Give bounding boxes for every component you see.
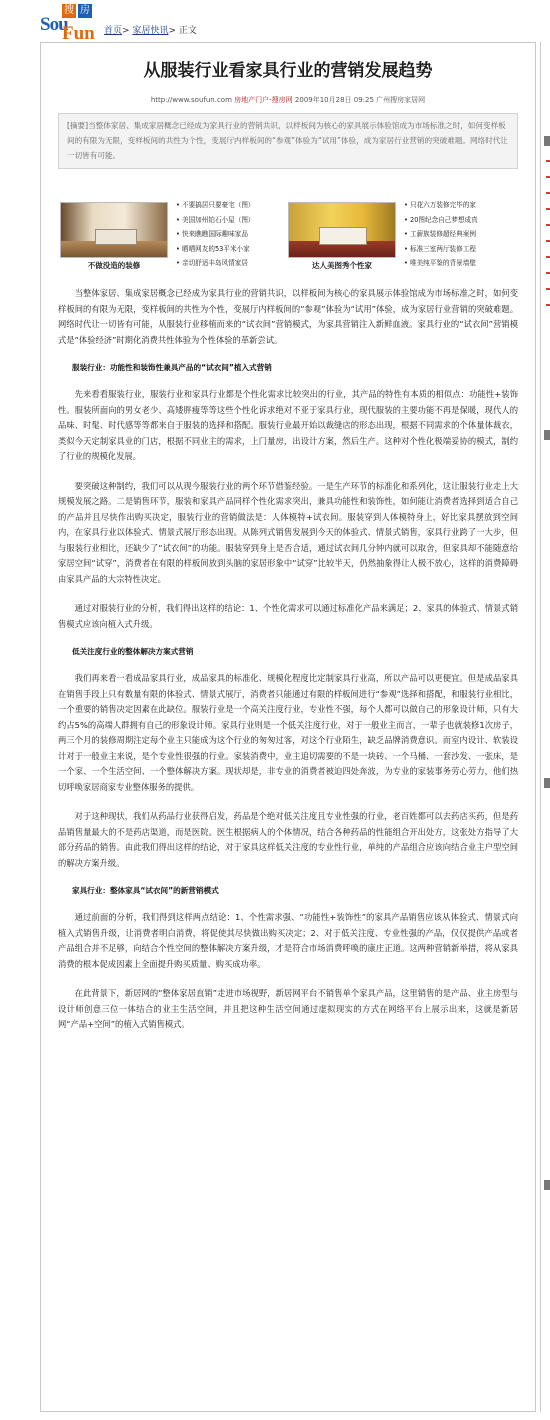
sidebar-bullet bbox=[546, 272, 550, 274]
sidebar-marker bbox=[544, 430, 550, 440]
sidebar-bullet bbox=[546, 208, 550, 210]
ad-link-left[interactable]: • 快来瞧瞧国际趣味家品 bbox=[176, 227, 288, 242]
article-paragraph: 对于这种现状，我们从药品行业获得启发，药品是个绝对低关注度且专业性强的行业，老百姓都可以去药店买药，但是药品销售量最大的不是药店渠道，而是医院。医生根据病人的个体情况，结合各种药品的性能组合开出处方，这张处方指导了大部分药品的销售。由此我们得出这样的结论，对于家具这样低关注度的专业性行业，单纯的产品组合应该向结合业主户型空间的解决方案升级。 bbox=[58, 811, 518, 868]
site-header bbox=[0, 0, 550, 42]
article-paragraph: 我们再来看一看成品家具行业，成品家具的标准化、规模化程度比定制家具行业高，所以产品可以更便宜。但是成品家具在销售手段上只有数量有限的体验式、情景式展厅，消费者只能通过有限的样板间进行“参观”选择和搭配，和服装行业相比，一个重要的销售决定因素在此缺位。服装行业是一个高关注度行业，专业性不强，每个人都可以做自己的形象设计师，只有大约占5%的高端人群拥有自己的形象设计师。家具行业则是一个低关注度行业，对于一般业主而言，一辈子也就装修1次房子，两三个月的装修周期注定每个业主只能成为这个行业的匆匆过客，对这个行业陌生，缺乏品牌消费意识。而室内设计、软装设计对于一般业主来说，是个专业性很强的行业。家装消费中，业主追切需要的不是一块砖、一个马桶、一套沙发、一张床，是一个家、一个生活空间、一个整体解决方案。现状却是，非专业的消费者被迫四处奔波，为专业的家装事务劳心劳力，他们热切呼唤家居商家专业整体服务的提供。 bbox=[58, 673, 518, 792]
ad-link-right[interactable]: • 只花六万装修完毕的家 bbox=[404, 198, 516, 213]
section-heading: 服装行业：功能性和装饰性兼具产品的“试衣间”植入式营销 bbox=[72, 363, 272, 372]
article-date: 2009年10月28日 09:25 bbox=[294, 96, 374, 104]
section-heading: 家具行业：整体家具“试衣间”的新营销模式 bbox=[72, 886, 219, 895]
ad-link-left[interactable]: • 亲切舒适丰岛风情家居 bbox=[176, 256, 288, 271]
ad-block bbox=[58, 198, 518, 276]
ad-image-living-room[interactable] bbox=[60, 202, 168, 258]
sidebar-marker bbox=[544, 136, 550, 146]
article-summary: [摘要]当整体家居、集成家居概念已经成为家具行业的营销共识，以样板间为核心的家具展示体验馆成为市场标准之时，如何变样板间的有限为无限，变样板间的共性为个性，变展厅内样板间的“参观”体验为“试用”体验，成为家居行业营销的突破难题。网络时代让一切皆有可能。 bbox=[58, 113, 518, 169]
article-paragraph: 通过对服装行业的分析，我们得出这样的结论：1、个性化需求可以通过标准化产品来满足；2、家具的体验式、情景式销售模式应该向植入式升级。 bbox=[58, 603, 518, 629]
logo-char-fang: 房 bbox=[80, 5, 90, 16]
article-title: 从服装行业看家具行业的营销发展趋势 bbox=[143, 61, 433, 81]
article-author: 广州搜房家居网 bbox=[376, 96, 426, 104]
section-heading: 低关注度行业的整体解决方案式营销 bbox=[72, 647, 194, 656]
ad-link-left[interactable]: • 不要搞居只要豪宅（图） bbox=[176, 198, 288, 213]
breadcrumb-news-link[interactable]: 家居快讯 bbox=[132, 26, 169, 36]
sidebar-bullet bbox=[546, 176, 550, 178]
article-paragraph: 要突破这种制约，我们可以从现今服装行业的两个环节借鉴经验。一是生产环节的标准化和系列化，这让服装行业走上大规模发展之路。二是销售环节，服装和家具产品同样个性化需求突出，兼具功能性和装饰性，如何能让消费者选择到适合自己的产品并且尽快作出购买决定，服装行业的营销做法是：人体模特+试衣间。服装穿到人体模特身上，好比家具摆放到空间内，在家具行业以体验式、情景式展厅形态出现。从陈列式销售发展到今天的体验式、情景式销售，家具行业跨了一大步，但与服装行业相比，还缺少了“试衣间”的功能。服装穿到身上是否合适，通过试衣间几分钟内就可以取舍，但家具却不能随意给家居空间“试穿”，消费者在有限的样板间放到头脑的家居形象中“试穿”比较半天，仍然抽象得让人极不放心，这样的消费障碍由家具产品的大宗特性决定。 bbox=[58, 480, 518, 584]
ad-list-right bbox=[404, 198, 516, 271]
article-paragraph: 通过前面的分析，我们得到这样两点结论：1、个性需求强、“功能性+装饰性”的家具产品销售应该从体验式、情景式向植入式销售升级，让消费者明白消费，将促使其尽快做出购买决定；2、对于低关注度、专业性强的产品，仅仅提供产品或者产品组合并不足够，向结合个性空间的整体解决方案升级，才是符合市场消费呼唤的康庄正道。这两种营销新举措，将从家具消费的根本促成因素上全面提升购买质量、购买成功率。 bbox=[58, 912, 518, 969]
ad-link-right[interactable]: • 唯美纯平鉴的背景墙壁 bbox=[404, 256, 516, 271]
logo-text-fun: Fun bbox=[62, 23, 95, 44]
right-sidebar-edge bbox=[540, 42, 550, 1412]
breadcrumb-separator: > bbox=[122, 26, 130, 36]
breadcrumb-current: 正文 bbox=[178, 26, 197, 36]
ad-list-left bbox=[176, 198, 288, 271]
ad-caption-right[interactable]: 达人美图秀个性家 bbox=[312, 261, 372, 270]
sidebar-bullet bbox=[546, 256, 550, 258]
article-source[interactable]: 房地产门户-搜房网 bbox=[234, 96, 293, 104]
soufun-logo[interactable] bbox=[40, 4, 98, 42]
breadcrumb-home-link[interactable]: 首页 bbox=[104, 26, 123, 36]
ad-image-bedroom[interactable] bbox=[288, 202, 396, 258]
sidebar-bullet bbox=[546, 288, 550, 290]
sidebar-marker bbox=[544, 1180, 550, 1190]
sidebar-marker bbox=[544, 778, 550, 788]
sidebar-bullet bbox=[546, 240, 550, 242]
ad-link-right[interactable]: • 20图纪念自己梦想成真 bbox=[404, 213, 516, 228]
sidebar-bullet bbox=[546, 160, 550, 162]
logo-text-sou: Sou bbox=[40, 14, 68, 35]
article-meta bbox=[40, 95, 536, 105]
article-url[interactable]: http://www.soufun.com bbox=[150, 96, 232, 104]
logo-char-sou: 搜 bbox=[64, 5, 74, 16]
ad-link-right[interactable]: • 标准三室两厅装修工程 bbox=[404, 242, 516, 257]
breadcrumb-separator: > bbox=[168, 26, 176, 36]
article-paragraph: 在此背景下，新居网的“整体家居直销”走进市场视野，新居网平台不销售单个家具产品，这里销售的是产品、业主房型与设计师创意三位一体结合的业主生活空间，并且把这种生活空间通过虚拟现实的方式在网络平台上展示出来，这就是新居网“产品+空间”的植入式销售模式。 bbox=[58, 988, 518, 1029]
ad-caption-left[interactable]: 不做没造的装修 bbox=[87, 261, 141, 270]
ad-link-left[interactable]: • 美国加州铂石小屋（图） bbox=[176, 213, 288, 228]
breadcrumb bbox=[104, 23, 197, 36]
sidebar-bullet bbox=[546, 304, 550, 306]
sidebar-bullet bbox=[546, 192, 550, 194]
sidebar-bullet bbox=[546, 224, 550, 226]
article-body bbox=[58, 286, 518, 1047]
ad-link-left[interactable]: • 晒晒网友的53平米小家 bbox=[176, 242, 288, 257]
article-paragraph: 当整体家居、集成家居概念已经成为家具行业的营销共识，以样板间为核心的家具展示体验馆成为市场标准之时，如何变样板间的有限为无限，变样板间的共性为个性，变展厅内样板间的“参观”体验为“试用”体验，成为家居行业营销的突破难题。网络时代让一切皆有可能，从服装行业移植而来的“试衣间”营销模式，为家具营销注入新鲜血液。家具行业的“试衣间”营销模式是“体验经济”时期化消费共性体验为个性体验的革新尝试。 bbox=[58, 288, 518, 345]
article-paragraph: 先来看看服装行业，服装行业和家具行业都是个性化需求比较突出的行业，其产品的特性有本质的相似点：功能性+装饰性。服装所面向的男女老少、高矮胖瘦等等这些个性化诉求绝对不亚于家具行业，现代服装的主要功能不再是保暖，现代人的品味、时髦、时代感等等都来自于服装的选择和搭配。服装行业最开始以裁缝店的形态出现，根据不同需求的个体量体裁衣，类似今天定制家具业的门店，根据不同业主的需求，上门量房，出设计方案，然后生产。这种对个性化极端妥协的模式，制约了行业的规模化发展。 bbox=[58, 389, 518, 461]
ad-link-right[interactable]: • 工薪族装修超经典案例 bbox=[404, 227, 516, 242]
